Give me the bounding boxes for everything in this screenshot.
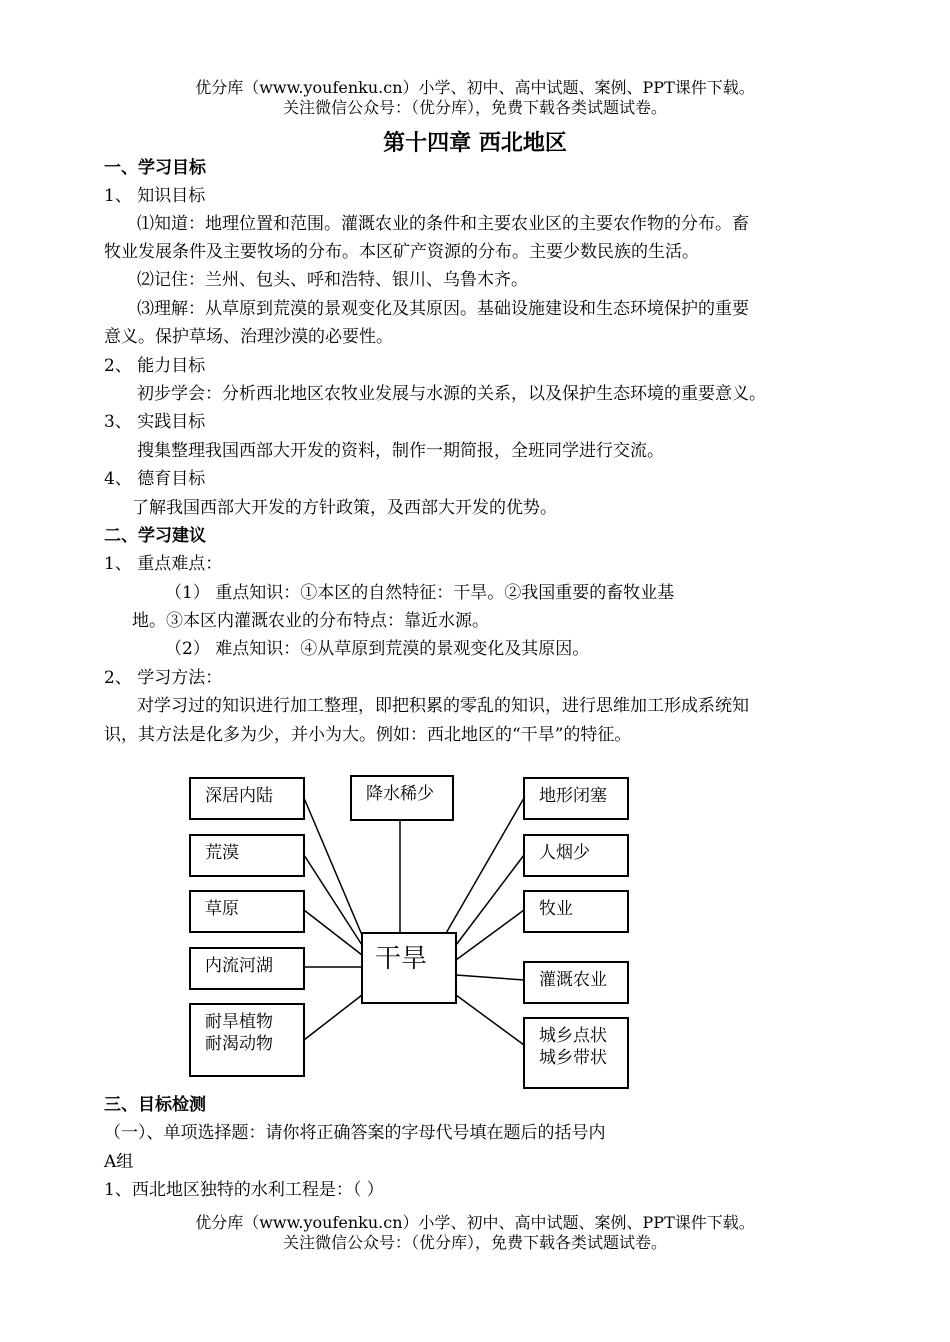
diagram-box-naihan [189, 1003, 305, 1077]
diagram-box-dixing: 地形闭塞 [523, 777, 629, 820]
section-1-heading: 一、学习目标 [104, 158, 206, 178]
connector-muye [456, 910, 524, 960]
section-2-heading: 二、学习建议 [104, 526, 206, 546]
knowledge-1b: 牧业发展条件及主要牧场的分布。本区矿产资源的分布。主要少数民族的生活。 [104, 242, 699, 262]
knowledge-2: ⑵记住：兰州、包头、呼和浩特、银川、乌鲁木齐。 [137, 270, 528, 290]
header-line-1: 优分库（www.youfenku.cn）小学、初中、高中试题、案例、PPT课件下载。 [195, 78, 755, 97]
diagram-box-huangmo: 荒漠 [189, 834, 305, 877]
diagram-box-chengxiang-line-1: 城乡点状 [539, 1026, 607, 1046]
connector-guangai [456, 975, 524, 980]
connector-chengxiang [456, 995, 524, 1045]
ability-heading: 2、 能力目标 [104, 356, 206, 376]
page-title: 第十四章 西北地区 [383, 131, 567, 156]
diagram-box-chengxiang-line-2: 城乡带状 [539, 1048, 607, 1068]
ability-text: 初步学会：分析西北地区农牧业发展与水源的关系，以及保护生态环境的重要意义。 [137, 384, 766, 404]
method-heading: 2、 学习方法： [104, 668, 223, 688]
practice-heading: 3、 实践目标 [104, 412, 206, 432]
connector-huangmo [304, 855, 362, 945]
footer-line-2: 关注微信公众号：（优分库），免费下载各类试题试卷。 [282, 1233, 667, 1252]
moral-text: 了解我国西部大开发的方针政策，及西部大开发的优势。 [132, 498, 557, 518]
connector-naihan [304, 995, 362, 1040]
moral-heading: 4、 德育目标 [104, 469, 206, 489]
diagram-box-shenju: 深居内陆 [189, 777, 305, 820]
connector-renyan [456, 855, 524, 945]
group-label: A组 [104, 1152, 134, 1172]
difficulty-1b: 地。③本区内灌溉农业的分布特点：靠近水源。 [132, 611, 489, 631]
knowledge-3a: ⑶理解：从草原到荒漠的景观变化及其原因。基础设施建设和生态环境保护的重要 [137, 299, 749, 319]
connector-dixing [445, 798, 524, 935]
difficulty-2: （2） 难点知识：④从草原到荒漠的景观变化及其原因。 [165, 639, 590, 659]
diagram-box-jiangshui: 降水稀少 [350, 775, 454, 821]
method-text-2: 识，其方法是化多为少，并小为大。例如：西北地区的“干旱”的特征。 [104, 725, 632, 745]
diagram-box-renyan: 人烟少 [523, 834, 629, 877]
header-line-2: 关注微信公众号：（优分库），免费下载各类试题试卷。 [282, 98, 667, 117]
difficulty-heading: 1、 重点难点： [104, 554, 223, 574]
footer-line-1: 优分库（www.youfenku.cn）小学、初中、高中试题、案例、PPT课件下载。 [195, 1213, 755, 1232]
diagram-box-chengxiang [523, 1017, 629, 1089]
diagram-box-neiliu: 内流河湖 [189, 947, 305, 990]
diagram-box-muye: 牧业 [523, 890, 629, 933]
diagram-box-guangai: 灌溉农业 [523, 961, 629, 1004]
question-1: 1、西北地区独特的水利工程是：（ ） [104, 1180, 384, 1200]
diagram-center-drought: 干旱 [361, 932, 457, 1004]
diagram-box-naihan-line-2: 耐渴动物 [205, 1034, 273, 1054]
practice-text: 搜集整理我国西部大开发的资料，制作一期简报，全班同学进行交流。 [137, 441, 664, 461]
method-text-1: 对学习过的知识进行加工整理，即把积累的零乱的知识，进行思维加工形成系统知 [137, 696, 749, 716]
knowledge-heading: 1、 知识目标 [104, 186, 206, 206]
knowledge-1a: ⑴知道：地理位置和范围。灌溉农业的条件和主要农业区的主要农作物的分布。畜 [137, 214, 749, 234]
difficulty-1a: （1） 重点知识：①本区的自然特征：干旱。②我国重要的畜牧业基 [165, 583, 675, 603]
section-3-heading: 三、目标检测 [104, 1095, 206, 1115]
diagram-box-caoyuan: 草原 [189, 890, 305, 933]
diagram-box-naihan-line-1: 耐旱植物 [205, 1012, 273, 1032]
knowledge-3b: 意义。保护草场、治理沙漠的必要性。 [104, 327, 393, 347]
question-intro: （一）、单项选择题：请你将正确答案的字母代号填在题后的括号内 [104, 1123, 606, 1143]
